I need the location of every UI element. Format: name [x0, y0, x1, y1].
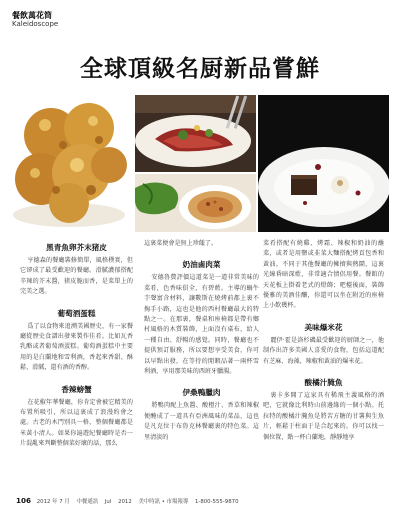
- issue-date: 2012 年 7 月: [36, 499, 70, 505]
- photo-soup-bowl: [135, 174, 256, 232]
- paragraph-continued: 菜肴搭配有燒雞、烤霜、辣椒和奶油的蘸菜，或者是用鹽或韭菜大麵搭配烤貢包香和黃油。不同于其他餐廳的擁擠與熱鬧，這裏光線昏暗深藍，非常適合情侶用餐。餐館的天花板上掛着老式的燈飾；吧檯後面，裝飾優雅的美酒佳釀，你還可以坐在附近的座椅上小飲幾杯。: [263, 240, 384, 310]
- section-title: 黑青魚卵芥末猪皮: [46, 243, 107, 252]
- section-name-zh: 餐飲萬花筒: [12, 11, 52, 20]
- photo-dessert-plate: [258, 95, 389, 232]
- section-title: 香辣螃蟹: [61, 384, 92, 394]
- text-column-1: [20, 242, 133, 450]
- photo-fried-balls: [11, 95, 131, 230]
- paragraph: 爲了以食物來追溯美國歷史，有一家餐廳從歷史食譜出發來製作佳肴。比如瓦香乳酪或者葡萄酒蛋糕。葡萄酒蛋糕中主要用的是白蘭地和雪利酒，香起來香甜、酥鬆、滑膩，還有酒的香醇。: [20, 322, 133, 372]
- section-name-en: Kaleidoscope: [12, 20, 59, 29]
- paragraph: 裏卡多開了這家具有稀飛主義風格的酒吧，它就像比利時山前邊緣的一個小點。托拉特的酸橘汁腌魚是將苦方糖的甘薯與生魚片，輕鬆于柱面于是合起來的。你可以找一個位置，點一杯白蘭地，靜靜地享: [263, 392, 384, 441]
- page-number: 106: [16, 496, 32, 505]
- paragraph-continued: 這裏菜便會是無上珍饈了。: [144, 240, 218, 247]
- section-title: 美味爆米花: [304, 322, 343, 332]
- paragraph: 安德魯費評價這道菜是一道非常美味的菜肴，色香味俱全，有碧藍。主導的蝸牛芋聲富含材料，讓數斯在燒烤前都上裏不掏手小路，這也是他的西村餐廳最大的特點之一。在那裏，餐桌和座椅都是帶有鄉村風格的木質裝飾，上面沒有桌布，給人一種自由、舒暢的感覺。同時，餐廳也不提供預訂服務，所以要想享受美食，你可以早點出發，在等待的閒暇品著一兩杯雪利酒，享用那美味的西班牙臘腸。: [144, 274, 259, 376]
- section-title: 伊桑鴨臘肉: [182, 388, 221, 398]
- page-footer: [16, 496, 244, 505]
- text-column-3: [263, 239, 384, 443]
- photo-meat-plate: [135, 95, 256, 172]
- section-header: [12, 11, 58, 28]
- section-title: 葡萄酒蛋糕: [57, 308, 96, 318]
- section-title: 奶油鹵肉菜: [182, 260, 221, 270]
- paragraph: 亨德森的餐廳裝修簡單，風格樸實，但它卻成了最受歡迎的餐廳。滑膩濃郁搭配辛辣的芥末醬，猪皮脆而香，是菜單上的完美之選。: [20, 257, 133, 296]
- paragraph: 麗伊·霍是洛杉磯最受歡迎的厨師之一，他制作出許多美國人喜愛的食物，包括這道配有芝麻、海藻、辣椒和黃油的爆米花。: [263, 336, 384, 365]
- paragraph: 在花椒年華餐廳，你肯定會被它精美的布置所吸引，所以這裏成了浪漫約會之處。古老的木門別具一格，整個餐廳都是米黃小清人。如果你遍遊紀餐廳時是否一片混亂來判斷整個菜好壞的話，那么: [20, 398, 133, 448]
- paragraph: 將鴨肉配上魚醬、酸橙汁、香草和辣椒便醃成了一道具有亞洲風味的菜品，這也是凡克位于布魯克林餐廳裏的特色菜。這里清淡的: [144, 402, 259, 441]
- article-title: 全球頂級名厨新品嘗鮮: [80, 55, 320, 82]
- footer-phone: 1-800-555-9870: [194, 499, 239, 505]
- section-title: 酸橘汁腌魚: [304, 378, 343, 388]
- magazine-year: 2012: [118, 499, 132, 505]
- text-column-2: [144, 239, 259, 443]
- magazine-month: Jul: [104, 499, 112, 505]
- magazine-name-zh: 中餐通訊: [76, 499, 99, 505]
- footer-label: 美中時訊 • 市場報導: [138, 499, 189, 505]
